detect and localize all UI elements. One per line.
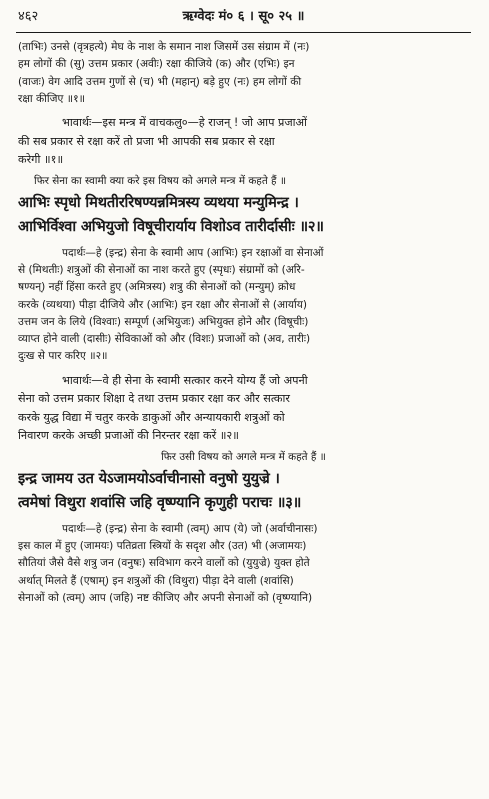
text-line: षण्यन्) नहीं हिंसा करते हुए (अमित्रस्य) शत्रु की सेनाओं को (मन्युम्) क्रोध — [18, 281, 296, 294]
text-line: उत्तम जन के लिये (विश्वाः) सम्पूर्ण (अभियुजः) अभियुक्त होने और (विषूचीः) — [18, 315, 309, 328]
text-line: पदार्थः—हे (इन्द्र) सेना के स्वामी आप (आभिः) इन रक्षाओं वा सेनाओं — [62, 246, 324, 259]
bhavartha-2 — [18, 372, 469, 446]
text-line: की सब प्रकार से रक्षा करें तो प्रजा भी आपकी सब प्रकार से रक्षा — [18, 134, 275, 148]
mantra-intro-3: फिर उसी विषय को अगले मन्त्र में कहते हैं ॥ — [161, 450, 326, 463]
mantra-line: त्वमेषां विथुरा शवांसि जहि वृष्ण्यानि कृणुही पराचः ॥३॥ — [18, 493, 302, 511]
text-line: दुःख से पार करिए ॥२॥ — [18, 350, 108, 363]
text-line: (वाजः) वेग आदि उत्तम गुणों से (च) भी (महान्) बड़े हुए (नः) हम लोगों की — [18, 75, 302, 88]
padartha-3 — [18, 521, 469, 607]
text-line: सौतियां जैसे वैसे शत्रु जन (वनुषः) सविभाग करने वालों को (युयुज्रे) युक्त होते — [18, 557, 310, 570]
text-line: (ताभिः) उनसे (वृत्रहत्ये) मेघ के नाश के समान नाश जिसमें उस संग्राम में (नः) — [18, 41, 310, 53]
page-number: ४६२ — [18, 9, 39, 24]
text-line: पदार्थः—हे (इन्द्र) सेना के स्वामी (त्वम्) आप (ये) जो (अर्वाचीनासः) — [62, 522, 318, 535]
text-line: हम लोगों की (सु) उत्तम प्रकार (अवीः) रक्षा कीजिये (क) और (एभिः) इन — [18, 58, 295, 71]
text-line: भावार्थः—इस मन्त्र में वाचकलु०—हे राजन् ! जो आप प्रजाओं — [62, 116, 307, 130]
running-head: ऋग्वेदः मं० ६ । सू० २५ ॥ — [182, 9, 305, 24]
text-line: व्याप्त होने वाली (दासीः) सेविकाओं को और (विशः) प्रजाओं को (अव, तारीः) — [18, 333, 311, 346]
page-header — [18, 0, 469, 32]
mantra-intro-2: फिर सेना का स्वामी क्या करे इस विषय को अगले मन्त्र में कहते हैं ॥ — [34, 174, 287, 187]
mantra-line: इन्द्र जामय उत येऽजामयोऽर्वाचीनासो वनुषो युयुज्रे । — [18, 469, 280, 487]
text-line: करके युद्ध विद्या में चतुर करके डाकुओं और अन्यायकारी शत्रुओं को — [18, 410, 285, 424]
text-line: भावार्थः—वे ही सेना के स्वामी सत्कार करने योग्य हैं जो अपनी — [62, 373, 308, 387]
header-rule — [16, 32, 471, 33]
text-line: सेना को उत्तम प्रकार शिक्षा दे तथा उत्तम प्रकार रक्षा कर और सत्कार — [18, 392, 290, 406]
text-line: करेगी ॥१॥ — [18, 153, 64, 167]
text-line: करके (व्यथया) पीड़ा दीजिये और (आभिः) इन रक्षा और सेनाओं से (आर्याय) — [18, 298, 308, 311]
mantra-line: आभिः स्पृधो मिथतीररिषण्यन्नमित्रस्य व्यथया मन्युमिन्द्र । — [18, 193, 299, 211]
text-line: इस काल में हुए (जामयः) पतिव्रता स्त्रियों के सदृश और (उत) भी (अजामयः) — [18, 540, 307, 553]
mantra-2 — [18, 191, 469, 239]
text-line: अर्थात् मिलते हैं (एषाम्) इन शत्रुओं की (विथुरा) पीड़ा देने वाली (शवांसि) — [18, 574, 294, 587]
mantra-line: आभिर्विश्वा अभियुजो विषूचीरार्याय विशोऽव तारीर्दासीः ॥२॥ — [18, 217, 324, 235]
text-line: रक्षा कीजिए ॥१॥ — [18, 92, 85, 105]
bhavartha-1 — [18, 114, 469, 170]
text-line: से (मिथतीः) शत्रुओं की सेनाओं का नाश करते हुए (स्पृधः) संग्रामों को (अरि- — [18, 263, 305, 276]
text-line: सेनाओं को (त्वम्) आप (जहि) नष्ट कीजिए और अपनी सेनाओं को (वृष्ण्यानि) — [18, 591, 313, 604]
padartha-continued — [18, 39, 469, 108]
text-line: निवारण करके अच्छी प्रजाओं की निरन्तर रक्षा करें ॥२॥ — [18, 429, 239, 443]
mantra-3 — [18, 467, 469, 515]
padartha-2 — [18, 245, 469, 366]
